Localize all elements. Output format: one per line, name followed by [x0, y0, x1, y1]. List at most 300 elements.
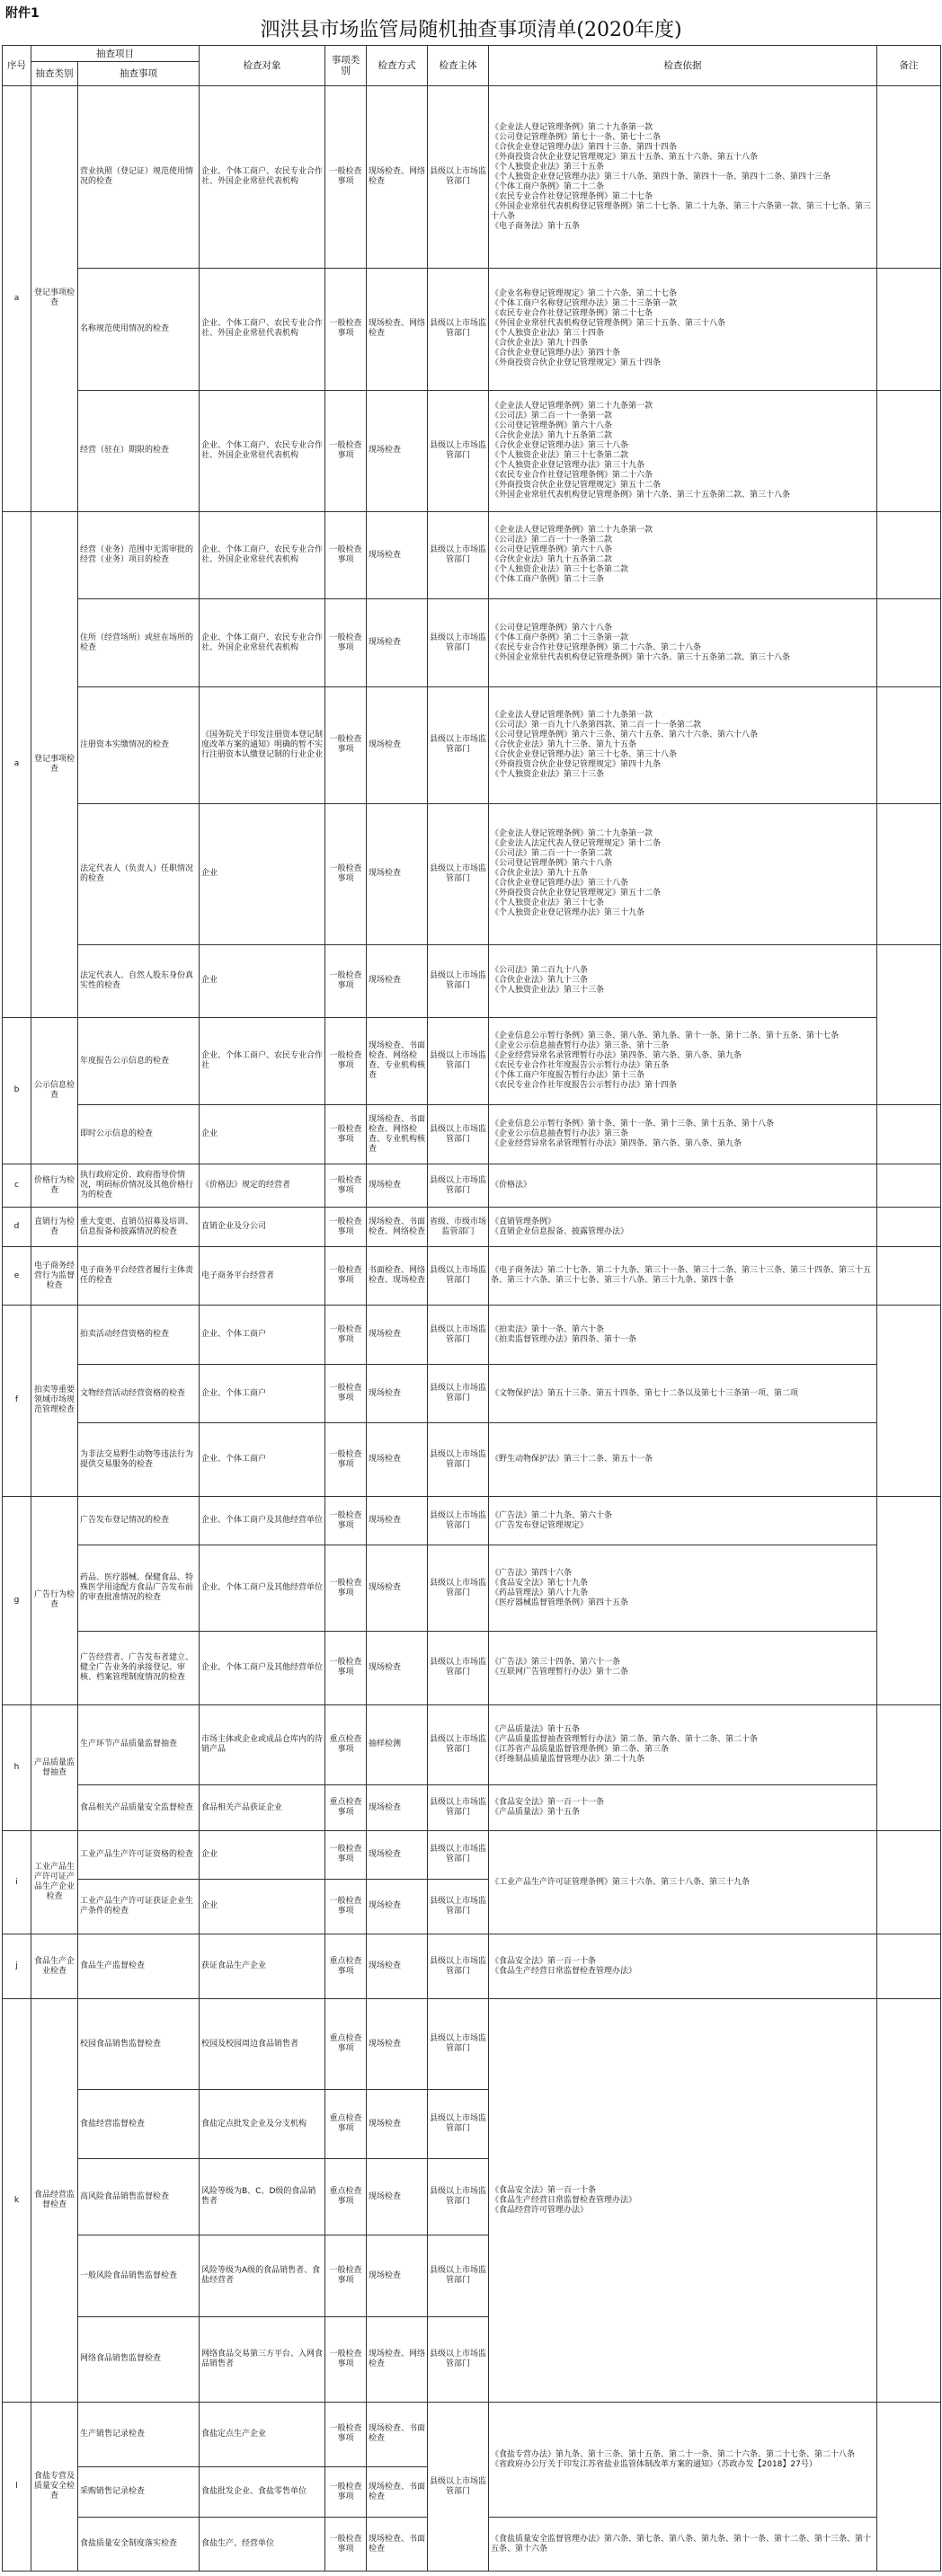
basis-line: 《个人独资企业法》第三十七条第二款 [491, 565, 629, 575]
method-cell: 现场检查 [367, 2090, 428, 2159]
item-cell: 食盐经营监督检查 [78, 2090, 200, 2159]
attachment-label: 附件1 [5, 6, 40, 21]
subject-cell: 县级以上市场监管部门 [428, 511, 489, 598]
basis-line: 《食盐专营办法》第九条、第十三条、第十五条、第二十一条、第二十六条、第二十七条、第二十八条 [491, 2449, 856, 2459]
method-cell: 现场检查、书面检查、网络检查 [367, 1208, 428, 1247]
method-cell: 现场检查 [367, 599, 428, 686]
basis-cell [489, 1998, 877, 2402]
type-cell: 重点检查事项 [325, 1704, 367, 1784]
target-cell: 企业、个体工商户 [200, 1423, 325, 1497]
subject-cell: 县级以上市场监管部门 [428, 1497, 489, 1545]
type-cell: 一般检查事项 [325, 1164, 367, 1207]
basis-cell [489, 1247, 877, 1306]
item-cell: 生产环节产品质量监督抽查 [78, 1704, 200, 1784]
basis-line: 《外商投资合伙企业登记管理规定》第五十四条 [491, 359, 662, 368]
target-cell: 风险等级为A级的食品销售者、食盐经营者 [200, 2235, 325, 2316]
item-cell: 经营（业务）范围中无需审批的经营（业务）项目的检查 [78, 511, 200, 598]
subject-cell: 县级以上市场监管部门 [428, 1998, 489, 2090]
table-row [3, 511, 941, 598]
method-cell: 现场检查 [367, 1879, 428, 1934]
basis-line: 《公司登记管理条例》第七十一条、第七十二条 [491, 132, 662, 142]
basis-line: 《个体工商户名称登记管理办法》第二十三条第一款 [491, 299, 678, 309]
item-cell: 工业产品生产许可证资格的检查 [78, 1831, 200, 1879]
basis-line: 《企业信息公示暂行条例》第十条、第十一条、第十三条、第十五条、第十八条 [491, 1120, 775, 1129]
method-cell: 现场检查 [367, 1545, 428, 1631]
header-row [3, 46, 941, 62]
basis-line: 《外国企业常驻代表机构登记管理条例》第三十五条、第三十八条 [491, 319, 726, 329]
method-cell: 现场检查 [367, 1305, 428, 1365]
method-cell: 现场检查、书面检查、网络检查、专业机构核查 [367, 1105, 428, 1164]
target-cell: 校园及校园周边食品销售者 [200, 1998, 325, 2090]
inspection-table [2, 45, 941, 2572]
basis-cell [489, 1704, 877, 1784]
basis-cell [489, 1305, 877, 1365]
subject-cell: 县级以上市场监管部门 [428, 1785, 489, 1831]
remark-cell [877, 803, 941, 944]
item-cell: 生产销售记录检查 [78, 2403, 200, 2467]
target-cell: 《价格法》规定的经营者 [200, 1164, 325, 1207]
basis-line: 《产品质量法》第十五条 [491, 1808, 581, 1818]
type-cell: 一般检查事项 [325, 390, 367, 511]
basis-line: 《电子商务法》第二十七条、第二十九条、第三十一条、第三十二条、第三十三条、第三十四条、第三十五条、第三十六条、第三十七条、第三十八条、第三十九条、第四十条 [491, 1266, 872, 1285]
item-cell: 法定代表人、自然人股东身份真实性的检查 [78, 944, 200, 1017]
basis-line: 《外商投资合伙企业登记管理规定》第五十五条、第五十六条、第五十八条 [491, 152, 759, 162]
basis-line: 《农民专业合作社年度报告公示暂行办法》第五条 [491, 1061, 670, 1071]
basis-line: 《广告法》第三十四条、第六十一条 [491, 1658, 621, 1668]
type-cell: 重点检查事项 [325, 1785, 367, 1831]
basis-line: 《公司登记管理条例》第六十八条 [491, 859, 613, 869]
item-cell: 食盐质量安全制度落实检查 [78, 2518, 200, 2572]
seq-cell: b [3, 1017, 31, 1164]
type-cell: 重点检查事项 [325, 2159, 367, 2235]
table-row [3, 599, 941, 686]
remark-cell [877, 1208, 941, 1247]
remark-cell [877, 511, 941, 598]
subject-cell: 县级以上市场监管部门 [428, 1017, 489, 1104]
target-cell: 企业 [200, 1105, 325, 1164]
type-cell: 一般检查事项 [325, 599, 367, 686]
basis-line: 《食品安全法》第一百一十一条 [491, 1798, 605, 1808]
subject-cell: 县级以上市场监管部门 [428, 1423, 489, 1497]
basis-cell [489, 390, 877, 511]
remark-cell [877, 1497, 941, 1705]
basis-cell [489, 2403, 877, 2518]
table-row [3, 1017, 941, 1104]
table-row [3, 803, 941, 944]
seq-cell: j [3, 1934, 31, 1999]
table-row [3, 1365, 941, 1423]
basis-line: 《外国企业常驻代表机构登记管理条例》第十六条、第三十五条第二款、第三十八条 [491, 652, 791, 662]
basis-line: 《企业经营异常名录管理暂行办法》第四条、第六条、第八条、第九条 [491, 1139, 742, 1149]
type-cell: 一般检查事项 [325, 511, 367, 598]
basis-line: 《合伙企业登记管理办法》第三十八条 [491, 879, 629, 889]
type-cell: 一般检查事项 [325, 2316, 367, 2402]
basis-line: 《工业产品生产许可证管理条例》第三十六条、第三十八条、第三十九条 [491, 1877, 751, 1887]
target-cell: 企业 [200, 944, 325, 1017]
subject-cell: 县级以上市场监管部门 [428, 2403, 489, 2572]
table-row [3, 686, 941, 803]
target-cell: 食盐批发企业、食盐零售单位 [200, 2466, 325, 2517]
type-cell: 一般检查事项 [325, 1247, 367, 1306]
method-cell: 现场检查 [367, 1164, 428, 1207]
target-cell: 企业、个体工商户、农民专业合作社、外国企业常驻代表机构 [200, 269, 325, 390]
target-cell: 企业、个体工商户及其他经营单位 [200, 1545, 325, 1631]
subject-cell: 县级以上市场监管部门 [428, 1831, 489, 1879]
basis-line: 《个人独资企业登记管理办法》第三十八条、第四十条、第四十一条、第四十二条、第四十三条 [491, 172, 831, 181]
basis-line: 《食品生产经营日常监督检查管理办法》 [491, 1966, 637, 1976]
table-row [3, 1208, 941, 1247]
basis-line: 《合伙企业登记管理办法》第四十条 [491, 349, 621, 359]
method-cell: 现场检查、书面检查 [367, 2518, 428, 2572]
basis-line: 《公司法》第二百一十一条第二款 [491, 536, 613, 545]
item-cell: 重大变更、直销员招募及培训、信息报备和披露情况的检查 [78, 1208, 200, 1247]
seq-cell: k [3, 1998, 31, 2402]
header-type: 事项类别 [325, 46, 367, 86]
basis-line: 《公司登记管理条例》第六十八条 [491, 420, 613, 430]
target-cell: 企业 [200, 803, 325, 944]
basis-line: 《农民专业合作社登记管理条例》第二十六条、第二十八条 [491, 642, 702, 652]
basis-line: 《直销企业信息报备、披露管理办法》 [491, 1226, 629, 1236]
method-cell: 现场检查 [367, 686, 428, 803]
basis-line: 《企业公示信息抽查暂行办法》第三条 [491, 1129, 629, 1139]
basis-line: 《个人独资企业法》第三十三条 [491, 986, 605, 996]
method-cell: 现场检查 [367, 1831, 428, 1879]
basis-line: 《企业法人法定代表人登记管理规定》第十二条 [491, 839, 662, 849]
target-cell: 《国务院关于印发注册资本登记制度改革方案的通知》明确的暂不实行注册资本认缴登记制的行业企业 [200, 686, 325, 803]
item-cell: 注册资本实缴情况的检查 [78, 686, 200, 803]
basis-line: 《公司法》第二百九十八条 [491, 966, 589, 976]
item-cell: 为非法交易野生动物等违法行为提供交易服务的检查 [78, 1423, 200, 1497]
target-cell: 企业、个体工商户、农民专业合作社、外国企业常驻代表机构 [200, 390, 325, 511]
basis-cell [489, 599, 877, 686]
remark-cell [877, 86, 941, 269]
subject-cell: 县级以上市场监管部门 [428, 1934, 489, 1999]
method-cell: 现场检查 [367, 803, 428, 944]
basis-line: 《食品安全法》第一百一十条 [491, 1956, 597, 1966]
basis-line: 《公司法》第二百一十一条第一款 [491, 411, 613, 420]
remark-cell [877, 1704, 941, 1830]
category-cell: 产品质量监督抽查 [31, 1704, 78, 1830]
method-cell: 现场检查 [367, 2235, 428, 2316]
table-row [3, 1247, 941, 1306]
basis-cell [489, 1545, 877, 1631]
item-cell: 住所（经营场所）或驻在场所的检查 [78, 599, 200, 686]
subject-cell: 县级以上市场监管部门 [428, 1105, 489, 1164]
method-cell: 现场检查 [367, 1423, 428, 1497]
method-cell: 现场检查 [367, 390, 428, 511]
basis-line: 《拍卖监督管理办法》第四条、第十一条 [491, 1334, 637, 1344]
remark-cell [877, 390, 941, 511]
item-cell: 经营（驻在）期限的检查 [78, 390, 200, 511]
type-cell: 一般检查事项 [325, 1545, 367, 1631]
header-subject: 检查主体 [428, 46, 489, 86]
basis-line: 《医疗器械监督管理条例》第四十五条 [491, 1598, 629, 1607]
item-cell: 电子商务平台经营者履行主体责任的检查 [78, 1247, 200, 1306]
subject-cell: 县级以上市场监管部门 [428, 1365, 489, 1423]
table-row [3, 269, 941, 390]
item-cell: 采购销售记录检查 [78, 2466, 200, 2517]
item-cell: 营业执照（登记证）规范使用情况的检查 [78, 86, 200, 269]
remark-cell [877, 1305, 941, 1496]
method-cell: 现场检查 [367, 1934, 428, 1999]
target-cell: 企业、个体工商户、农民专业合作社、外国企业常驻代表机构 [200, 511, 325, 598]
basis-cell [489, 1831, 877, 1934]
subject-cell: 县级以上市场监管部门 [428, 1305, 489, 1365]
target-cell: 电子商务平台经营者 [200, 1247, 325, 1306]
table-row [3, 1704, 941, 1784]
remark-cell [877, 2403, 941, 2572]
basis-line: 《企业法人登记管理条例》第二十九条第一款 [491, 526, 653, 536]
type-cell: 一般检查事项 [325, 2518, 367, 2572]
target-cell: 企业 [200, 1831, 325, 1879]
remark-cell [877, 1164, 941, 1207]
basis-cell [489, 511, 877, 598]
remark-cell [877, 686, 941, 803]
basis-line: 《江苏省产品质量监督管理条例》第二条、第三条 [491, 1744, 670, 1754]
basis-line: 《个人独资企业法》第三十四条 [491, 329, 605, 339]
basis-cell [489, 269, 877, 390]
seq-cell: g [3, 1497, 31, 1705]
type-cell: 重点检查事项 [325, 2090, 367, 2159]
target-cell: 食盐定点批发企业及分支机构 [200, 2090, 325, 2159]
basis-line: 《外国企业常驻代表机构登记管理条例》第二十七条、第二十九条、第三十六条第一款、第三十七条、第三十八条 [491, 201, 872, 221]
remark-cell [877, 1105, 941, 1164]
basis-line: 《食盐质量安全监督管理办法》第六条、第七条、第八条、第九条、第十一条、第十二条、第十三条、第十五条、第十六条 [491, 2534, 872, 2554]
basis-line: 《互联网广告管理暂行办法》第十二条 [491, 1668, 629, 1677]
basis-line: 《广告发布登记管理规定》 [491, 1520, 589, 1530]
basis-line: 《合伙企业法》第九十五条第二款 [491, 430, 613, 440]
method-cell: 现场检查、书面检查 [367, 2466, 428, 2517]
table-row [3, 1934, 941, 1999]
basis-cell [489, 1497, 877, 1545]
basis-line: 《药品管理法》第八十九条 [491, 1588, 589, 1598]
target-cell: 企业 [200, 1879, 325, 1934]
item-cell: 名称规范使用情况的检查 [78, 269, 200, 390]
item-cell: 高风险食品销售监督检查 [78, 2159, 200, 2235]
method-cell: 书面检查、网络检查、现场检查 [367, 1247, 428, 1306]
basis-cell [489, 1365, 877, 1423]
subject-cell: 县级以上市场监管部门 [428, 1631, 489, 1704]
subject-cell: 县级以上市场监管部门 [428, 944, 489, 1017]
basis-line: 《合伙企业登记管理办法》第三十七条、第三十八条 [491, 749, 678, 759]
target-cell: 市场主体或企业或成品仓库内的待销产品 [200, 1704, 325, 1784]
seq-cell: i [3, 1831, 31, 1934]
method-cell: 现场检查 [367, 1365, 428, 1423]
table-row [3, 1631, 941, 1704]
table-row [3, 1545, 941, 1631]
remark-cell [877, 1934, 941, 1999]
basis-line: 《公司登记管理条例》第六十三条、第六十五条、第六十六条、第六十八条 [491, 730, 759, 739]
item-cell: 工业产品生产许可证获证企业生产条件的检查 [78, 1879, 200, 1934]
basis-line: 《合伙企业法》第九十四条 [491, 339, 589, 349]
basis-cell [489, 1423, 877, 1497]
basis-line: 《直销管理条例》 [491, 1217, 556, 1226]
seq-cell: c [3, 1164, 31, 1207]
target-cell: 企业、个体工商户、农民专业合作社、外国企业常驻代表机构 [200, 599, 325, 686]
header-remark: 备注 [877, 46, 941, 86]
type-cell: 一般检查事项 [325, 2235, 367, 2316]
table-row [3, 1785, 941, 1831]
basis-cell [489, 803, 877, 944]
basis-line: 《电子商务法》第十五条 [491, 221, 581, 231]
basis-line: 《个体工商户条例》第二十二条 [491, 181, 605, 191]
subject-cell: 县级以上市场监管部门 [428, 1247, 489, 1306]
target-cell: 企业、个体工商户及其他经营单位 [200, 1497, 325, 1545]
target-cell: 食盐定点生产企业 [200, 2403, 325, 2467]
subject-cell: 县级以上市场监管部门 [428, 1704, 489, 1784]
method-cell: 现场检查、网络检查 [367, 269, 428, 390]
subject-cell: 县级以上市场监管部门 [428, 1545, 489, 1631]
table-row [3, 1497, 941, 1545]
subject-cell: 县级以上市场监管部门 [428, 2316, 489, 2402]
target-cell: 企业、个体工商户 [200, 1365, 325, 1423]
type-cell: 一般检查事项 [325, 2466, 367, 2517]
basis-line: 《企业法人登记管理条例》第二十九条第一款 [491, 401, 653, 411]
item-cell: 文物经营活动经营资格的检查 [78, 1365, 200, 1423]
remark-cell [877, 599, 941, 686]
basis-line: 《个人独资企业登记管理办法》第三十九条 [491, 460, 645, 470]
subject-cell: 县级以上市场监管部门 [428, 2235, 489, 2316]
target-cell: 企业、个体工商户、农民专业合作社 [200, 1017, 325, 1104]
table-row [3, 86, 941, 269]
remark-cell [877, 269, 941, 390]
basis-line: 《个人独资企业登记管理办法》第三十九条 [491, 908, 645, 918]
item-cell: 药品、医疗器械、保健食品、特殊医学用途配方食品广告发布前的审查批准情况的检查 [78, 1545, 200, 1631]
item-cell: 网络食品销售监督检查 [78, 2316, 200, 2402]
basis-line: 《公司登记管理条例》第六十八条 [491, 545, 613, 555]
seq-cell: a [3, 511, 31, 1017]
table-row [3, 1998, 941, 2090]
method-cell: 现场检查、网络检查 [367, 2316, 428, 2402]
remark-cell [877, 944, 941, 1104]
basis-line: 《企业信息公示暂行条例》第三条、第八条、第九条、第十一条、第十二条、第十五条、第十七条 [491, 1031, 840, 1041]
basis-cell [489, 1934, 877, 1999]
basis-line: 《外商投资合伙企业登记管理规定》第五十二条 [491, 889, 662, 899]
basis-line: 《个人独资企业法》第三十七条 [491, 899, 605, 908]
method-cell: 现场检查 [367, 511, 428, 598]
basis-cell [489, 1208, 877, 1247]
basis-line: 《合伙企业法》第九十五条第二款 [491, 555, 613, 565]
basis-line: 《食品安全法》第七十九条 [491, 1578, 589, 1588]
basis-cell [489, 1785, 877, 1831]
category-cell: 价格行为检查 [31, 1164, 78, 1207]
header-items-group: 抽查项目 [31, 46, 200, 62]
subject-cell: 县级以上市场监管部门 [428, 269, 489, 390]
basis-line: 《合伙企业法》第九十三条、第九十五条 [491, 739, 637, 749]
type-cell: 一般检查事项 [325, 1305, 367, 1365]
header-method: 检查方式 [367, 46, 428, 86]
basis-line: 《食品安全法》第一百一十条 [491, 2185, 597, 2195]
basis-line: 《食品生产经营日常监督检查管理办法》 [491, 2195, 637, 2205]
basis-line: 《外国企业常驻代表机构登记管理条例》第十六条、第三十五条第二款、第三十八条 [491, 490, 791, 500]
type-cell: 一般检查事项 [325, 1365, 367, 1423]
basis-line: 《企业经营异常名录管理暂行办法》第四条、第六条、第八条、第九条 [491, 1051, 742, 1061]
subject-cell: 县级以上市场监管部门 [428, 1164, 489, 1207]
subject-cell: 县级以上市场监管部门 [428, 686, 489, 803]
target-cell: 企业、个体工商户、农民专业合作社、外国企业常驻代表机构 [200, 86, 325, 269]
basis-line: 《个人独资企业法》第三十五条 [491, 162, 605, 172]
seq-cell: d [3, 1208, 31, 1247]
header-category: 抽查类别 [31, 62, 78, 86]
type-cell: 一般检查事项 [325, 1497, 367, 1545]
basis-cell [489, 944, 877, 1017]
type-cell: 一般检查事项 [325, 803, 367, 944]
item-cell: 即时公示信息的检查 [78, 1105, 200, 1164]
item-cell: 拍卖活动经营资格的检查 [78, 1305, 200, 1365]
basis-line: 《农民专业合作社登记管理条例》第二十七条 [491, 191, 653, 201]
basis-line: 《企业法人登记管理条例》第二十九条第一款 [491, 710, 653, 720]
header-target: 检查对象 [200, 46, 325, 86]
seq-cell: h [3, 1704, 31, 1830]
basis-line: 《企业公示信息抽查暂行办法》第三条、第十三条 [491, 1041, 670, 1051]
type-cell: 一般检查事项 [325, 1105, 367, 1164]
category-cell: 登记事项检查 [31, 86, 78, 512]
category-cell: 公示信息检查 [31, 1017, 78, 1164]
table-row [3, 1423, 941, 1497]
basis-line: 《省政府办公厅关于印发江苏省盐业监管体制改革方案的通知》（苏政办发【2018】27号） [491, 2459, 817, 2469]
basis-line: 《产品质量法》第十五条 [491, 1724, 581, 1734]
basis-line: 《合伙企业登记管理办法》第四十三条、第四十四条 [491, 142, 678, 152]
target-cell: 获证食品生产企业 [200, 1934, 325, 1999]
type-cell: 一般检查事项 [325, 1631, 367, 1704]
item-cell: 食品相关产品质量安全监督检查 [78, 1785, 200, 1831]
category-cell: 食品经营监督检查 [31, 1998, 78, 2402]
method-cell: 现场检查 [367, 1497, 428, 1545]
basis-line: 《野生动物保护法》第三十二条、第五十一条 [491, 1455, 653, 1465]
method-cell: 现场检查、书面检查 [367, 2403, 428, 2467]
item-cell: 一般风险食品销售监督检查 [78, 2235, 200, 2316]
category-cell: 拍卖等重要领域市场规范管理检查 [31, 1305, 78, 1496]
table-row [3, 1105, 941, 1164]
subject-cell: 县级以上市场监管部门 [428, 599, 489, 686]
basis-line: 《公司法》第二百一十一条第二款 [491, 849, 613, 859]
type-cell: 一般检查事项 [325, 1017, 367, 1104]
type-cell: 重点检查事项 [325, 1998, 367, 2090]
type-cell: 重点检查事项 [325, 1934, 367, 1999]
target-cell: 直销企业及分公司 [200, 1208, 325, 1247]
basis-line: 《合伙企业法》第九十五条 [491, 869, 589, 879]
basis-cell [489, 686, 877, 803]
basis-cell [489, 1105, 877, 1164]
method-cell: 抽样检测 [367, 1704, 428, 1784]
basis-line: 《公司法》第一百九十八条第四款、第二百一十一条第二款 [491, 720, 702, 730]
header-basis: 检查依据 [489, 46, 877, 86]
category-cell: 食品生产企业检查 [31, 1934, 78, 1999]
basis-cell [489, 2518, 877, 2572]
target-cell: 网络食品交易第三方平台、入网食品销售者 [200, 2316, 325, 2402]
basis-line: 《价格法》 [491, 1181, 532, 1191]
seq-cell: l [3, 2403, 31, 2572]
basis-line: 《农民专业合作社登记管理条例》第二十七条 [491, 309, 653, 319]
basis-line: 《企业名称登记管理规定》第二十六条、第二十七条 [491, 289, 678, 299]
header-seq: 序号 [3, 46, 31, 86]
method-cell: 现场检查 [367, 1998, 428, 2090]
item-cell: 广告经营者、广告发布者建立、健全广告业务的承接登记、审核、档案管理制度情况的检查 [78, 1631, 200, 1704]
basis-cell [489, 86, 877, 269]
method-cell: 现场检查 [367, 1785, 428, 1831]
basis-line: 《合伙企业法》第九十三条 [491, 976, 589, 986]
item-cell: 年度报告公示信息的检查 [78, 1017, 200, 1104]
category-cell: 直销行为检查 [31, 1208, 78, 1247]
basis-line: 《纤维制品质量监督管理办法》第二十九条 [491, 1754, 645, 1764]
type-cell: 一般检查事项 [325, 86, 367, 269]
subject-cell: 县级以上市场监管部门 [428, 2090, 489, 2159]
table-row [3, 1305, 941, 1365]
type-cell: 一般检查事项 [325, 2403, 367, 2467]
table-row [3, 390, 941, 511]
document-title: 泗洪县市场监管局随机抽查事项清单(2020年度) [260, 19, 682, 41]
method-cell: 现场检查、书面检查、网络检查、专业机构核查 [367, 1017, 428, 1104]
